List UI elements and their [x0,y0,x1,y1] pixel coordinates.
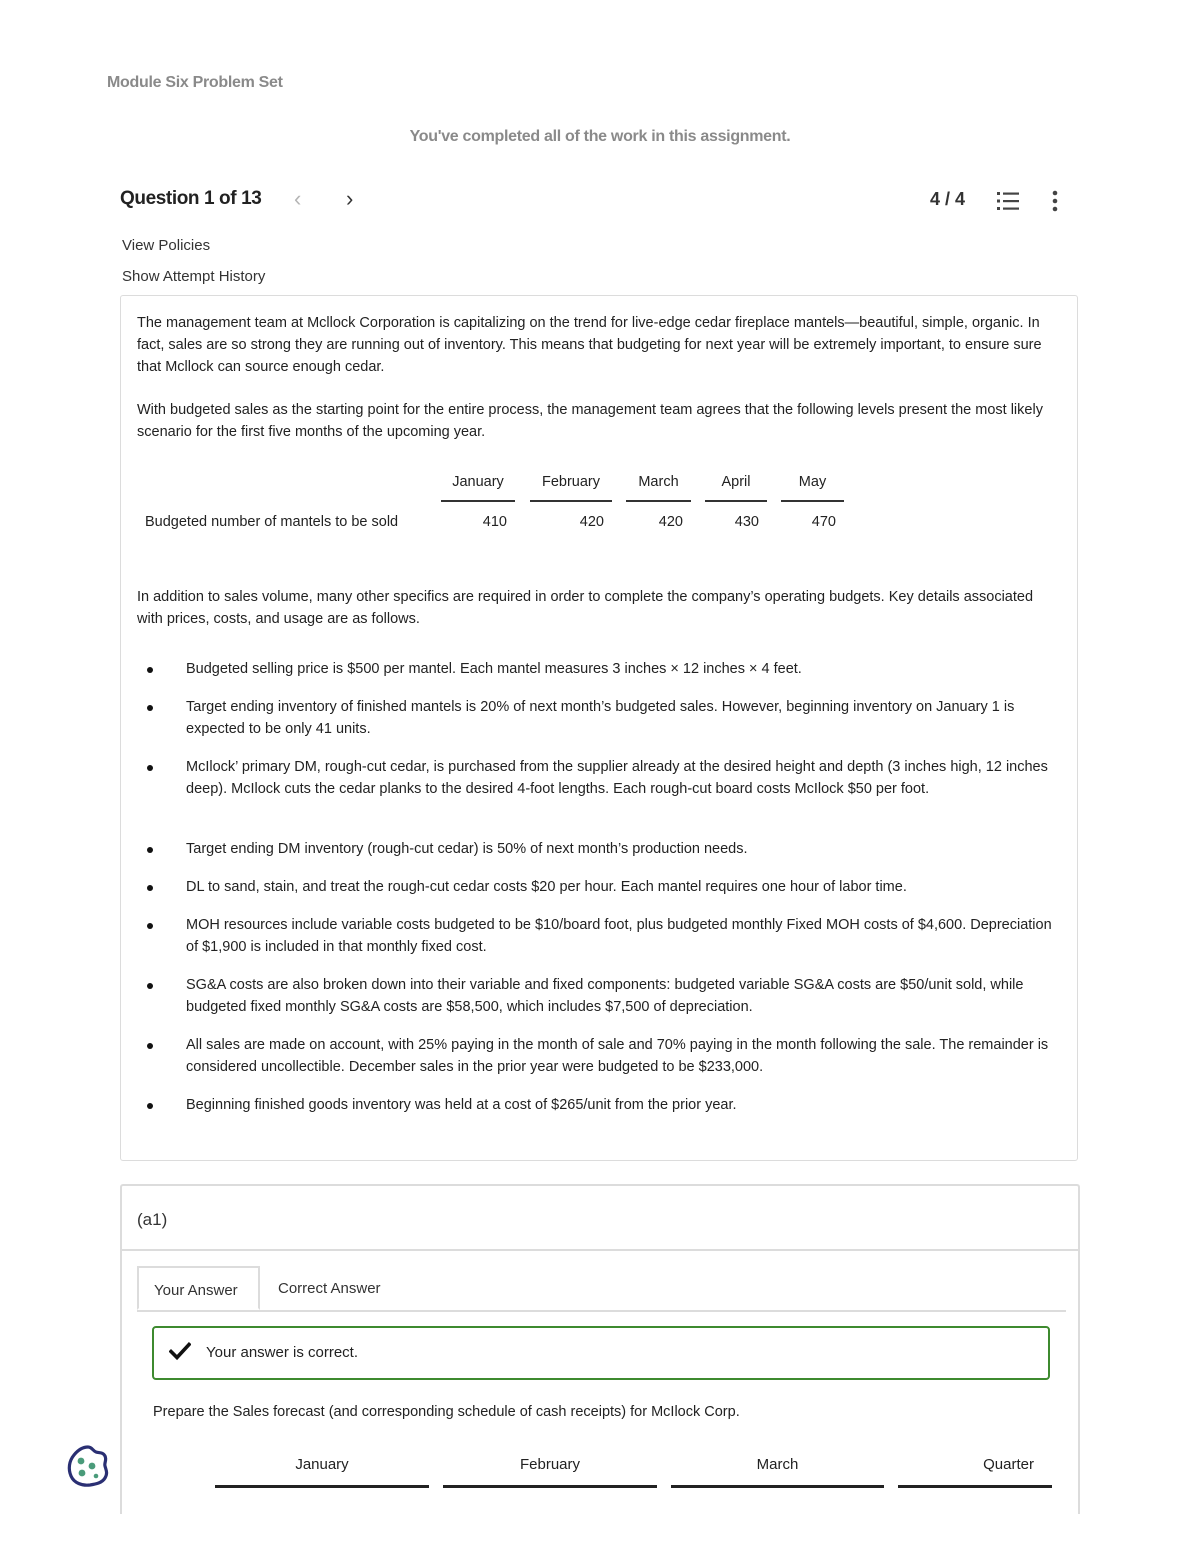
bullet-icon [147,847,153,853]
problem-intro: The management team at Mcllock Corporation is capitalizing on the trend for live-edge cedar fireplace mantels—beautiful, simple, organic. In fact, sales are so strong they are running out of inventory. This means that budgeting for next year will be extremely important, to ensure sure that Mcllock can source enough cedar. [137,315,1042,375]
bullet-icon [147,765,153,771]
answer-prompt: Prepare the Sales forecast (and corresponding schedule of cash receipts) for McIlock Corp. [153,1404,740,1420]
question-title: Question 1 of 13 [120,188,262,209]
bullet-icon [147,885,153,891]
budget-value-february: 420 [579,514,604,530]
bullet-icon [147,1043,153,1049]
budget-header-march: March [626,474,691,502]
schedule-header-march: March [671,1456,884,1488]
part-divider [122,1249,1078,1251]
tab-correct-answer[interactable]: Correct Answer [278,1280,381,1297]
budget-table [121,466,861,536]
problem-scenario: With budgeted sales as the starting point for the entire process, the management team agrees that the following levels present the most likely scenario for the first five months of the upcoming year. [137,402,1043,440]
budget-value-may: 470 [811,514,836,530]
question-header [120,186,1070,216]
answer-tabs [137,1266,1066,1312]
module-title: Module Six Problem Set [107,74,283,91]
completed-banner: You've completed all of the work in this assignment. [409,128,791,145]
budget-header-april: April [705,474,767,502]
answer-panel [120,1184,1080,1514]
view-policies-link[interactable]: View Policies [122,237,211,254]
schedule-header-quarter: Quarter [898,1456,1052,1488]
schedule-header-january: January [215,1456,429,1488]
schedule-header-february: February [443,1456,657,1488]
question-score: 4 / 4 [930,189,966,209]
cookie-settings-icon[interactable] [66,1444,110,1488]
problem-statement: The management team at Mcllock Corporation is capitalizing on the trend for live-edge cedar fireplace mantels—beautiful, simple, organic. In fact, sales are so strong they are running out of inventory. This means that budgeting for next year will be extremely important, to ensure sure that Mcllock can source enough cedar. With budgeted sales as the starting point for the entire process, the management team agrees that the following levels present the most likely scenario for the first five months of the upcoming year. January February March April May Budgeted number of mantels to be sold 410 420 420 430 470 In addition to sales volume, many other specifics are required in order to complete the company’s operating budgets. Key details associated with prices, costs, and usage are as follows. Budgeted selling price is $500 per mantel. Each mantel measures 3 inches × 12 inches × 4 feet. Target ending inventory of finished mantels is 20% of next month’s budgeted sales. However, beginning inventory on January 1 is expected to be only 41 units. McIlock’ primary DM, rough-cut cedar, is purchased from the supplier already at the desired height and depth (3 inches high, 12 inches deep). McIlock cuts the cedar planks to the desired 4-foot lengths. Each rough-cut board costs McIlock $50 per foot. Target ending DM inventory (rough-cut cedar) is 50% of next month’s production needs. DL to sand, stain, and treat the rough-cut cedar costs $20 per hour. Each mantel requires one hour of labor time. MOH resources include variable costs budgeted to be $10/board foot, plus budgeted monthly Fixed MOH costs of $4,600. Depreciation of $1,900 is included in that monthly fixed cost. SG&A costs are also broken down into their variable and fixed components: budgeted variable SG&A costs are $50/unit sold, while budgeted fixed monthly SG&A costs are $58,500, which includes $7,500 of depreciation. All sales are made on account, with 25% paying in the month of sale and 70% paying in the month following the sale. The remainder is considered uncollectible. December sales in the prior year were budgeted to be $233,000. Beginning finished goods inventory was held at a cost of $265/unit from the prior year. [120,295,1078,1161]
bullet-icon [147,983,153,989]
budget-value-january: 410 [482,514,507,530]
budget-value-april: 430 [734,514,759,530]
chevron-right-icon[interactable]: › [346,186,354,211]
more-vertical-icon[interactable] [1050,189,1060,213]
bullet-icon [147,923,153,929]
bullet-icon [147,705,153,711]
details-intro: In addition to sales volume, many other specifics are required in order to complete the company’s operating budgets. Key details associated with prices, costs, and usage are as follows. [137,589,1034,627]
correct-feedback [152,1326,1050,1380]
correct-message: Your answer is correct. [206,1344,359,1361]
check-icon [169,1340,191,1362]
budget-header-january: January [441,474,515,502]
budget-value-march: 420 [658,514,683,530]
bullet-icon [147,667,153,673]
budget-header-february: February [530,474,612,502]
budget-row-label: Budgeted number of mantels to be sold [145,514,399,530]
tab-your-answer[interactable]: Your Answer [137,1266,260,1310]
chevron-left-icon[interactable]: ‹ [294,186,302,211]
bullet-icon [147,1103,153,1109]
show-attempt-history-link[interactable]: Show Attempt History [122,268,266,285]
budget-header-may: May [781,474,844,502]
part-label: (a1) [137,1210,168,1229]
question-list-icon[interactable] [997,191,1019,211]
